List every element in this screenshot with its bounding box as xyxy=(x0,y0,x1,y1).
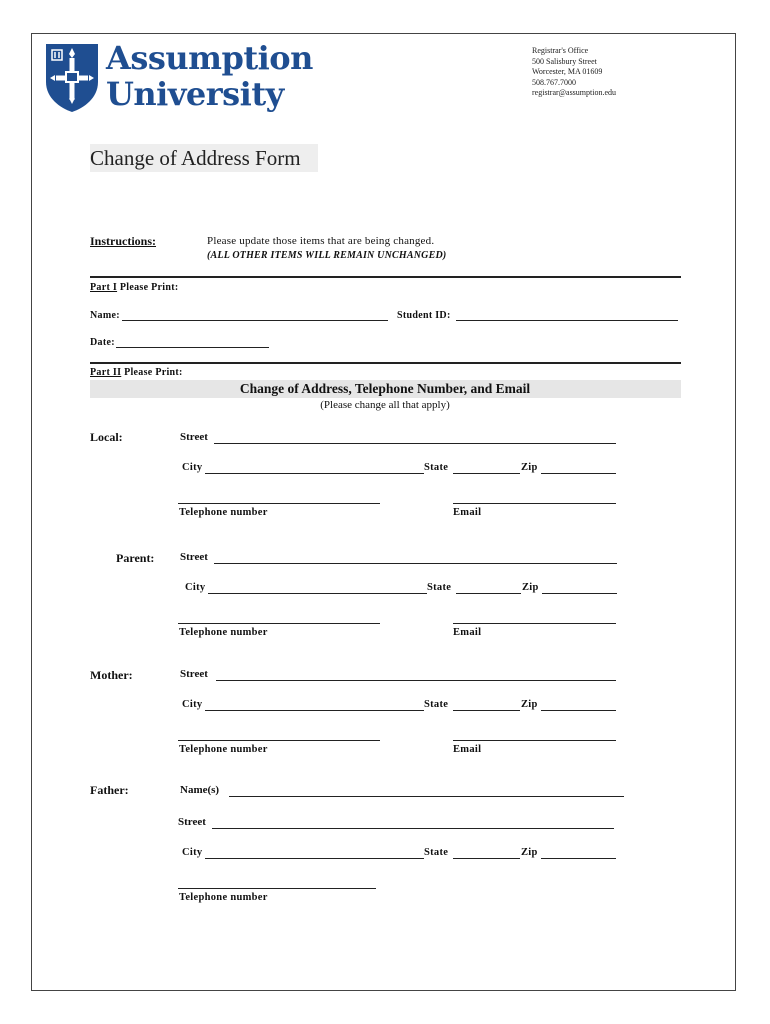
office-name: Registrar's Office xyxy=(532,46,589,55)
father-street-label: Street xyxy=(178,816,206,828)
part1-heading-rest: Please Print: xyxy=(117,282,179,293)
local-street-field[interactable] xyxy=(214,443,616,444)
date-field[interactable] xyxy=(116,347,269,348)
father-names-label: Name(s) xyxy=(180,784,220,796)
mother-state-field[interactable] xyxy=(453,710,520,711)
name-label: Name: xyxy=(90,310,120,321)
university-logo xyxy=(106,40,313,112)
mother-city-field[interactable] xyxy=(205,710,424,711)
parent-zip-field[interactable] xyxy=(542,593,617,594)
instructions-text: Please update those items that are being changed. xyxy=(207,235,435,247)
section-title: Change of Address, Telephone Number, and Email xyxy=(239,381,531,396)
mother-zip-label: Zip xyxy=(521,699,538,710)
local-state-label: State xyxy=(424,462,449,473)
parent-telephone-label: Telephone number xyxy=(179,627,268,638)
instructions-note: (ALL OTHER ITEMS WILL REMAIN UNCHANGED) xyxy=(207,250,447,261)
part2-heading xyxy=(90,367,183,378)
father-state-label: State xyxy=(424,847,449,858)
part1-heading-part: Part I xyxy=(90,282,118,293)
parent-telephone-field[interactable] xyxy=(178,623,380,624)
parent-email-label: Email xyxy=(453,627,482,638)
office-street: 500 Salisbury Street xyxy=(532,56,597,66)
student-id-field[interactable] xyxy=(456,320,678,321)
mother-street-label: Street xyxy=(180,668,208,680)
divider xyxy=(90,276,681,278)
parent-zip-label: Zip xyxy=(522,582,539,593)
part1-heading xyxy=(90,282,178,293)
mother-street-field[interactable] xyxy=(216,680,616,681)
father-state-field[interactable] xyxy=(453,858,520,859)
local-telephone-label: Telephone number xyxy=(179,507,268,518)
office-city: Worcester, MA 01609 xyxy=(532,67,603,76)
mother-email-label: Email xyxy=(453,744,482,755)
father-city-field[interactable] xyxy=(205,858,424,859)
mother-label: Mother: xyxy=(90,668,133,682)
form-page xyxy=(31,33,736,991)
father-city-label: City xyxy=(182,847,203,858)
local-zip-field[interactable] xyxy=(541,473,616,474)
student-id-label: Student ID: xyxy=(397,310,451,321)
mother-telephone-label: Telephone number xyxy=(179,744,268,755)
part2-heading-part: Part II xyxy=(90,367,122,378)
registrar-address xyxy=(532,46,616,99)
parent-state-label: State xyxy=(427,582,452,593)
name-field[interactable] xyxy=(122,320,388,321)
divider xyxy=(90,362,681,364)
father-telephone-label: Telephone number xyxy=(179,892,268,903)
mother-email-field[interactable] xyxy=(453,740,616,741)
father-label: Father: xyxy=(90,783,129,797)
local-street-label: Street xyxy=(180,431,208,443)
local-city-field[interactable] xyxy=(205,473,424,474)
local-state-field[interactable] xyxy=(453,473,520,474)
section-subtitle: (Please change all that apply) xyxy=(320,399,450,411)
father-street-field[interactable] xyxy=(212,828,614,829)
local-telephone-field[interactable] xyxy=(178,503,380,504)
local-city-label: City xyxy=(182,462,203,473)
parent-street-label: Street xyxy=(180,551,208,563)
father-zip-label: Zip xyxy=(521,847,538,858)
father-zip-field[interactable] xyxy=(541,858,616,859)
parent-state-field[interactable] xyxy=(456,593,521,594)
parent-label: Parent: xyxy=(116,551,155,565)
parent-city-field[interactable] xyxy=(208,593,427,594)
instructions-label: Instructions: xyxy=(90,234,157,248)
local-zip-label: Zip xyxy=(521,462,538,473)
date-label: Date: xyxy=(90,337,115,348)
parent-email-field[interactable] xyxy=(453,623,616,624)
father-names-field[interactable] xyxy=(229,796,624,797)
office-phone: 508.767.7000 xyxy=(532,77,576,87)
part2-heading-rest: Please Print: xyxy=(121,367,183,378)
local-label: Local: xyxy=(90,430,123,444)
parent-city-label: City xyxy=(185,582,206,593)
logo-line-2: University xyxy=(106,75,284,113)
father-telephone-field[interactable] xyxy=(178,888,376,889)
office-email: registrar@assumption.edu xyxy=(532,88,617,97)
university-shield-icon xyxy=(44,42,100,114)
local-email-field[interactable] xyxy=(453,503,616,504)
local-email-label: Email xyxy=(453,507,482,518)
mother-state-label: State xyxy=(424,699,449,710)
mother-city-label: City xyxy=(182,699,203,710)
page-title: Change of Address Form xyxy=(90,144,318,172)
parent-street-field[interactable] xyxy=(214,563,617,564)
mother-telephone-field[interactable] xyxy=(178,740,380,741)
logo-line-1: Assumption xyxy=(106,39,313,77)
mother-zip-field[interactable] xyxy=(541,710,616,711)
